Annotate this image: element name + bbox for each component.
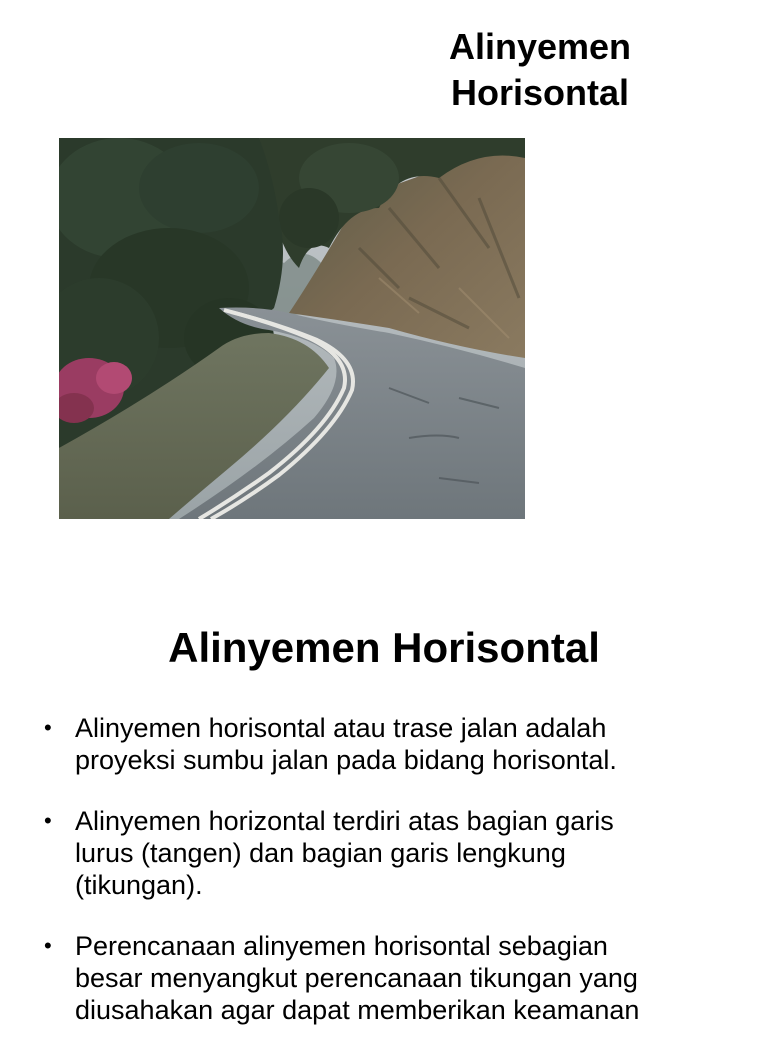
slide-2	[0, 560, 768, 1024]
bullet-line: proyeksi sumbu jalan pada bidang horisontal.	[75, 745, 617, 775]
bullet-dot-icon: •	[44, 933, 52, 958]
bullet-line: lurus (tangen) dan bagian garis lengkung	[75, 838, 566, 868]
bullet-dot-icon: •	[44, 808, 52, 833]
bullet-item	[44, 712, 744, 776]
slide-1-title-line-1: Alinyemen	[448, 26, 632, 67]
bullet-dot-icon: •	[44, 715, 52, 740]
bullet-line: (tikungan).	[75, 870, 203, 900]
bullet-item	[44, 930, 744, 1026]
slide-1-title-line-2: Horisontal	[450, 72, 629, 113]
bullet-line: Alinyemen horizontal terdiri atas bagian garis	[75, 806, 614, 836]
slide-1-title	[400, 24, 680, 116]
bullet-item	[44, 805, 744, 901]
bullet-line: Perencanaan alinyemen horisontal sebagian	[75, 931, 608, 961]
road-photo	[59, 138, 525, 519]
bullet-list	[44, 712, 744, 1055]
bullet-line: Alinyemen horisontal atau trase jalan adalah	[75, 713, 607, 743]
bullet-line: diusahakan agar dapat memberikan keamanan	[75, 995, 640, 1025]
bullet-line: besar menyangkut perencanaan tikungan yang	[75, 963, 638, 993]
slide-2-title: Alinyemen Horisontal	[168, 624, 600, 671]
